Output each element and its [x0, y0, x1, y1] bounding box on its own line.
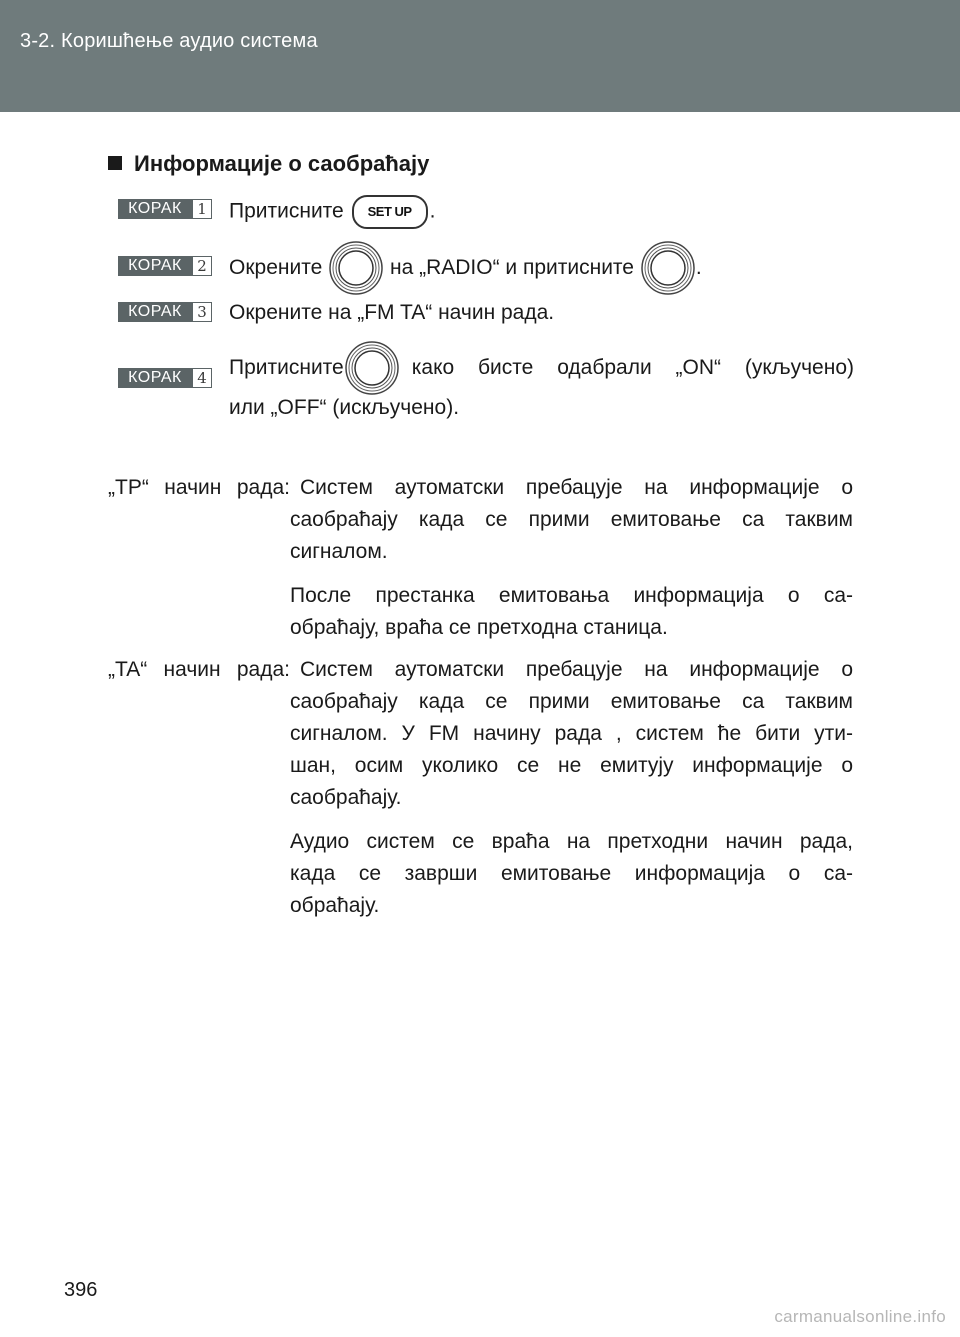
- text-line: саобраћају.: [290, 786, 402, 809]
- page-number: 396: [64, 1279, 98, 1301]
- step-4-text: [229, 339, 854, 423]
- text-line: Систем аутоматски пребацује на информације о: [300, 658, 853, 681]
- step-number: 1: [192, 199, 212, 219]
- step-1-text: [229, 195, 435, 229]
- subsection-heading: [108, 151, 429, 177]
- step-number: 4: [192, 368, 212, 388]
- section-header: [0, 0, 960, 112]
- text-line: шан, осим уколико се не емитују информације о: [290, 754, 853, 777]
- step-2-text: [229, 236, 702, 300]
- watermark-text: carmanualsonline.info: [774, 1307, 946, 1326]
- step-number: 2: [192, 256, 212, 276]
- text-line: [108, 472, 853, 504]
- setup-button-icon: SET UP: [352, 195, 428, 229]
- step-text-part: или „OFF“ (искључено).: [229, 396, 460, 419]
- step-label: КОРАК: [118, 256, 192, 276]
- section-title: 3-2. Коришћење аудио система: [20, 30, 318, 52]
- step-text-part: Притисните: [229, 199, 344, 223]
- tp-mode-description: [108, 472, 853, 644]
- text-line: саобраћају када се прими емитовање са таквим: [290, 690, 853, 713]
- step-badge-2: [118, 256, 212, 276]
- step-badge-1: [118, 199, 212, 219]
- text-line: обраћају.: [290, 894, 380, 917]
- step-text-part: Окрените: [229, 256, 323, 279]
- step-text-part: на „RADIO“ и притисните: [389, 256, 634, 279]
- step-text-part: .: [695, 256, 702, 279]
- step-label: КОРАК: [118, 368, 192, 388]
- step-3-text: [229, 298, 554, 328]
- step-text-part: .: [429, 199, 436, 223]
- tune-select-knob-icon: [640, 239, 696, 297]
- text-line: када се заврши емитовање информација о са-: [290, 862, 853, 885]
- text-line: саобраћају када се прими емитовање са таквим: [290, 508, 853, 531]
- square-bullet-icon: [108, 156, 122, 170]
- step-badge-3: [118, 302, 212, 322]
- text-line: сигналом. У FM начину рада , систем ће бити ути-: [290, 722, 853, 745]
- text-line: сигналом.: [290, 540, 388, 563]
- tune-select-knob-icon: [328, 239, 384, 297]
- step-label: КОРАК: [118, 199, 192, 219]
- tune-select-knob-icon: [344, 339, 400, 397]
- text-line: [108, 654, 853, 686]
- text-line: Аудио систем се враћа на претходни начин рада,: [290, 830, 853, 853]
- text-line: обраћају, враћа се претходна станица.: [290, 616, 668, 639]
- step-text-part: како бисте одабрали „ON“ (укључено): [411, 356, 854, 379]
- step-badge-4: [118, 368, 212, 388]
- step-label: КОРАК: [118, 302, 192, 322]
- text-line: После престанка емитовања информација о са-: [290, 584, 853, 607]
- text-line: Систем аутоматски пребацује на информације о: [300, 476, 853, 499]
- tp-mode-label: „TP“ начин рада:: [108, 476, 290, 499]
- step-text-part: Притисните: [229, 356, 344, 379]
- ta-mode-description: [108, 654, 853, 922]
- step-text-part: Окрените на „FM TA“ начин рада.: [229, 301, 555, 324]
- step-number: 3: [192, 302, 212, 322]
- heading-text: Информације о саобраћају: [134, 151, 430, 176]
- ta-mode-label: „TA“ начин рада:: [108, 658, 290, 681]
